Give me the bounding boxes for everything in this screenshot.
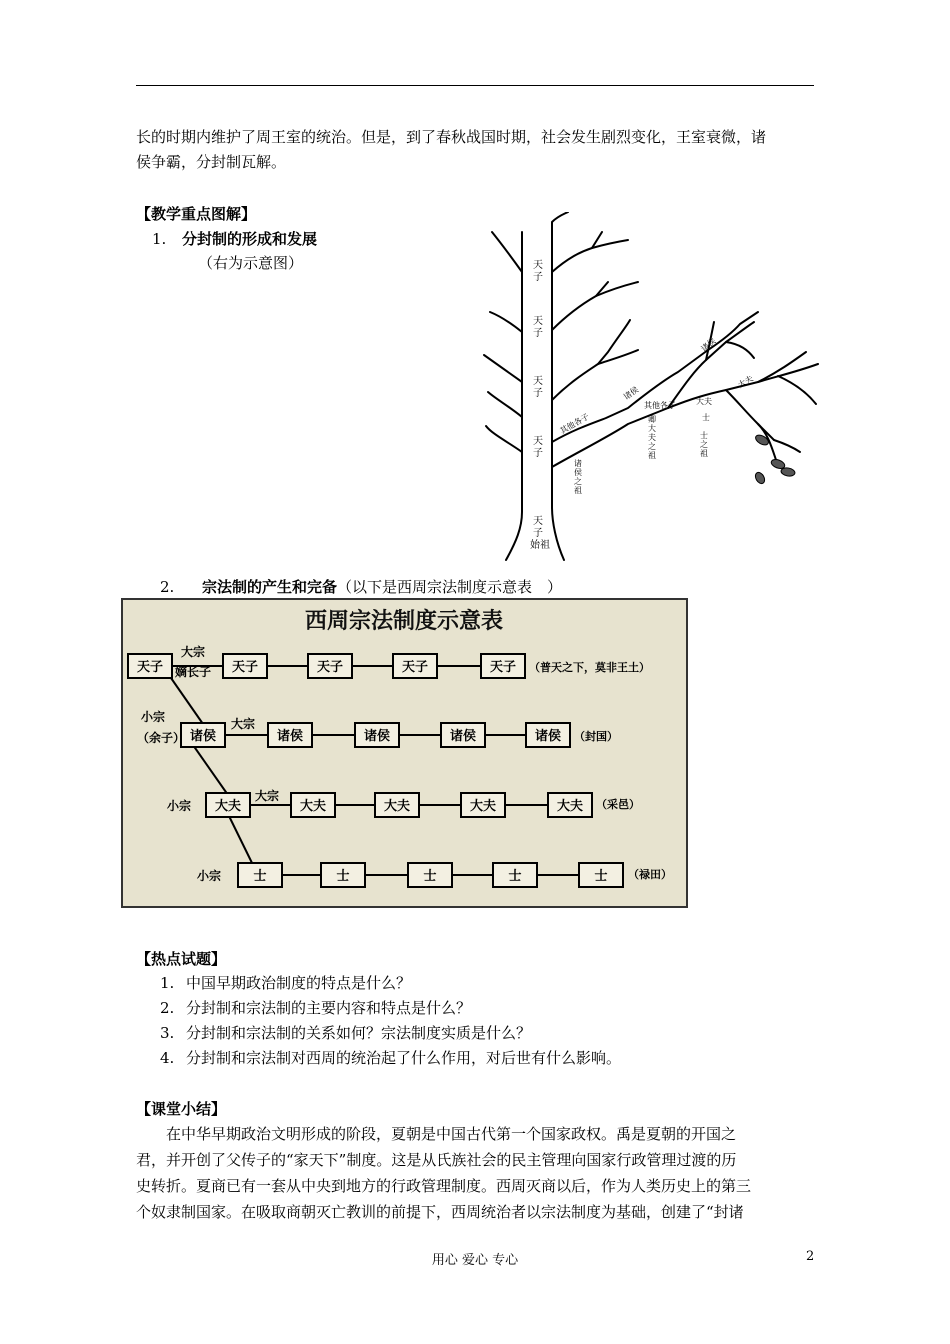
row2-left-bottom: （余子） [137,731,186,745]
zongfa-box-label: 大夫 [214,799,242,814]
svg-text:侯: 侯 [574,468,582,477]
svg-text:天: 天 [533,376,543,387]
item2-title: 宗法制的产生和完备 [202,578,338,596]
row4-left: 小宗 [197,869,222,883]
question-num: 3. [160,1024,175,1042]
zongfa-box-label: 士 [508,869,522,884]
svg-text:大: 大 [648,424,656,433]
svg-text:之: 之 [648,442,656,451]
svg-text:卿: 卿 [648,415,656,424]
summary-heading: 【课堂小结】 [136,1100,227,1118]
item2-num: 2. [160,578,175,596]
row3-left: 小宗 [167,799,192,813]
header-rule [136,85,814,86]
zongfa-box-label: 天子 [489,660,517,675]
row1-link-bottom: 嫡长子 [175,665,212,679]
svg-text:天: 天 [533,516,543,527]
item1-num: 1. [152,230,167,248]
svg-text:子: 子 [533,388,543,399]
page-number: 2 [806,1249,815,1264]
row1-suffix: （普天之下，莫非王土） [529,661,650,674]
svg-text:子: 子 [533,272,543,283]
zongfa-box-label: 大夫 [556,799,584,814]
row2-link: 大宗 [231,717,256,731]
top-paragraph [136,125,814,175]
svg-text:大夫: 大夫 [736,373,755,390]
item1-note: （右为示意图） [198,254,304,272]
hot-questions [160,971,621,1071]
question-item [160,996,621,1021]
summary-line: 君，并开创了父传子的“家天下”制度。这是从氏族社会的民主管理向国家行政管理过渡的历 [136,1151,737,1169]
question-text: 分封制和宗法制的关系如何？宗法制度实质是什么？ [186,1024,532,1042]
fenfeng-tree-diagram [478,212,828,572]
top-paragraph-line: 长的时期内维护了周王室的统治。但是，到了春秋战国时期，社会发生剧烈变化，王室衰微，诸 [136,128,767,146]
svg-text:子: 子 [533,448,543,459]
zongfa-title: 西周宗法制度示意表 [304,609,504,634]
row2-left-top: 小宗 [141,710,166,724]
zongfa-box-label: 诸侯 [534,729,562,744]
zongfa-box-label: 大夫 [383,799,411,814]
summary-line: 个奴隶制国家。在吸取商朝灭亡教训的前提下，西周统治者以宗法制度为基础，创建了“封诸 [136,1203,744,1221]
zongfa-box-label: 诸侯 [189,729,217,744]
zongfa-box-label: 士 [253,869,267,884]
svg-text:祖: 祖 [574,486,582,495]
svg-text:诸侯: 诸侯 [699,336,718,354]
question-text: 中国早期政治制度的特点是什么？ [186,974,412,992]
svg-text:天: 天 [533,316,543,327]
svg-text:诸侯: 诸侯 [621,385,641,402]
zongfa-box-label: 天子 [231,660,259,675]
svg-text:其他各子: 其他各子 [558,411,591,436]
question-num: 1. [160,974,175,992]
question-num: 4. [160,1049,175,1067]
zongfa-box-label: 诸侯 [449,729,477,744]
svg-text:之: 之 [574,477,582,486]
item1-title: 分封制的形成和发展 [182,230,318,248]
question-item [160,971,621,996]
svg-text:诸: 诸 [574,459,582,468]
row4-suffix: （禄田） [628,868,672,881]
trunk-label: 天 [533,260,543,271]
svg-text:之: 之 [700,440,708,449]
svg-text:其他各子: 其他各子 [644,401,676,410]
zongfa-diagram [121,598,688,908]
svg-text:始祖: 始祖 [530,540,550,551]
item2-note: （以下是西周宗法制度示意表 ） [337,578,563,596]
svg-text:祖: 祖 [648,451,656,460]
row2-suffix: （封国） [574,730,618,743]
svg-text:天: 天 [533,436,543,447]
teaching-heading: 【教学重点图解】 [136,205,257,223]
svg-text:祖: 祖 [700,449,708,458]
zongfa-box-label: 士 [336,869,350,884]
row3-link: 大宗 [255,789,280,803]
question-num: 2. [160,999,175,1017]
question-item [160,1021,621,1046]
item1-line [152,228,317,249]
question-text: 分封制和宗法制的主要内容和特点是什么？ [186,999,472,1017]
svg-text:子: 子 [533,528,543,539]
item2-line [160,576,562,597]
summary-paragraph [136,1121,814,1225]
row3-suffix: （采邑） [596,798,640,811]
svg-text:子: 子 [533,328,543,339]
zongfa-box-label: 诸侯 [276,729,304,744]
zongfa-box-label: 士 [423,869,437,884]
footer-center: 用心 爱心 专心 [431,1253,519,1268]
zongfa-box-label: 士 [594,869,608,884]
zongfa-box-label: 大夫 [299,799,327,814]
svg-text:士: 士 [700,431,708,440]
zongfa-box-label: 天子 [136,660,164,675]
summary-line: 史转折。夏商已有一套从中央到地方的行政管理制度。西周灭商以后，作为人类历史上的第三 [136,1177,752,1195]
summary-line: 在中华早期政治文明形成的阶段，夏朝是中国古代第一个国家政权。禹是夏朝的开国之 [136,1125,737,1143]
hot-heading: 【热点试题】 [136,950,227,968]
zongfa-box-label: 天子 [401,660,429,675]
zongfa-box-label: 诸侯 [363,729,391,744]
svg-text:夫: 夫 [648,433,656,442]
question-item [160,1046,621,1071]
row1-link-top: 大宗 [181,645,206,659]
zongfa-box-label: 大夫 [469,799,497,814]
question-text: 分封制和宗法制对西周的统治起了什么作用，对后世有什么影响。 [186,1049,622,1067]
svg-text:士: 士 [702,413,710,422]
svg-text:大夫: 大夫 [696,397,712,406]
zongfa-box-label: 天子 [316,660,344,675]
top-paragraph-line: 侯争霸，分封制瓦解。 [136,153,287,171]
